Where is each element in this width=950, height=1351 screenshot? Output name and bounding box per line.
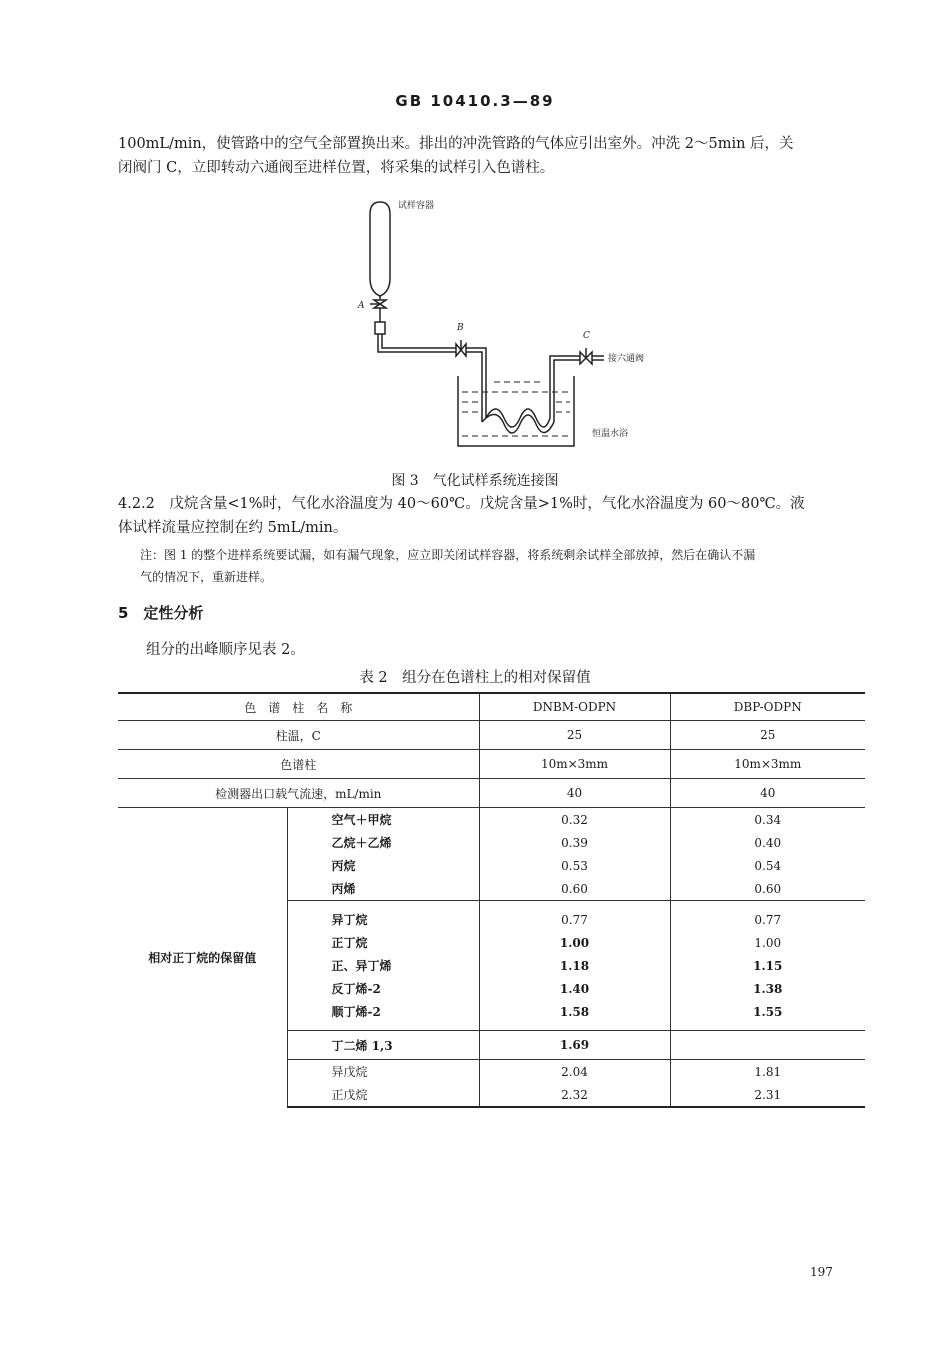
sample-container [370, 202, 390, 296]
table-cell: 0.60 [670, 877, 865, 901]
table-cell: 2.04 [479, 1060, 670, 1084]
table-cell: 0.53 [479, 854, 670, 877]
page-number: 197 [810, 1265, 833, 1279]
connector-icon [375, 322, 385, 334]
note [140, 544, 870, 588]
table-cell: 顺丁烯-2 [287, 1000, 479, 1031]
label-valve-c: C [583, 331, 590, 341]
page-header: GB 10410.3—89 [395, 92, 555, 110]
paragraph-flush [118, 132, 870, 180]
table-cell: 色谱柱 [118, 750, 479, 779]
table-cell: 反丁烯-2 [287, 977, 479, 1000]
table-cell: 0.40 [670, 831, 865, 854]
table-cell: 丙烯 [287, 877, 479, 901]
table-header-cell: DNBM-ODPN [479, 693, 670, 721]
table-cell: 检测器出口载气流速，mL/min [118, 779, 479, 808]
table-cell: 1.55 [670, 1000, 865, 1031]
table-cell: 2.32 [479, 1083, 670, 1107]
table-cell: 0.60 [479, 877, 670, 901]
table-cell: 10m×3mm [479, 750, 670, 779]
table-header-row [118, 693, 865, 721]
group-label: 相对正丁烷的保留值 [148, 951, 257, 965]
retention-table [118, 692, 865, 1108]
table-cell: 1.58 [479, 1000, 670, 1031]
table-cell: 正戊烷 [287, 1083, 479, 1107]
paragraph-line: 闭阀门 C，立即转动六通阀至进样位置，将采集的试样引入色谱柱。 [118, 160, 555, 176]
table-cell: 1.81 [670, 1060, 865, 1084]
table-cell: 1.38 [670, 977, 865, 1000]
label-six-way-valve: 接六通阀 [608, 354, 645, 364]
table-cell: 0.54 [670, 854, 865, 877]
table-cell: 40 [670, 779, 865, 808]
table-row [118, 721, 865, 750]
paragraph-line: 体试样流量应控制在约 5mL/min。 [118, 520, 348, 536]
table-cell: 1.15 [670, 954, 865, 977]
table-row [118, 808, 865, 832]
table-cell: 乙烷＋乙烯 [287, 831, 479, 854]
section-heading: 5 定性分析 [118, 604, 204, 622]
coil [486, 409, 550, 427]
figure-caption: 图 3 气化试样系统连接图 [391, 473, 559, 489]
table-cell [670, 1031, 865, 1060]
paragraph-line: 100mL/min，使管路中的空气全部置换出来。排出的冲洗管路的气体应引出室外。冲洗 2～5min 后，关 [118, 136, 794, 152]
table-cell: 25 [479, 721, 670, 750]
table-cell: 0.77 [670, 901, 865, 932]
table-cell: 10m×3mm [670, 750, 865, 779]
label-valve-b: B [457, 323, 464, 333]
label-water-bath: 恒温水浴 [592, 429, 629, 439]
table-title: 表 2 组分在色谱柱上的相对保留值 [359, 670, 591, 686]
label-valve-a: A [358, 301, 365, 311]
table-row [118, 779, 865, 808]
label-sample-container: 试样容器 [398, 201, 435, 211]
paragraph-line: 4.2.2 戊烷含量<1%时，气化水浴温度为 40～60℃。戊烷含量>1%时，气化水浴温度为 60～80℃。液 [118, 496, 805, 512]
table-cell: 0.77 [479, 901, 670, 932]
table-row [118, 750, 865, 779]
table-cell: 0.32 [479, 808, 670, 832]
table-cell: 40 [479, 779, 670, 808]
table-cell: 正丁烷 [287, 931, 479, 954]
table-cell: 丁二烯 1,3 [287, 1031, 479, 1060]
table-cell: 异丁烷 [287, 901, 479, 932]
table-cell: 1.00 [479, 931, 670, 954]
table-cell: 丙烷 [287, 854, 479, 877]
table-cell: 1.18 [479, 954, 670, 977]
table-cell: 25 [670, 721, 865, 750]
table-cell: 柱温，C [118, 721, 479, 750]
table-cell: 1.69 [479, 1031, 670, 1060]
table-cell: 1.00 [670, 931, 865, 954]
table-cell: 1.40 [479, 977, 670, 1000]
table-header-cell: 色 谱 柱 名 称 [118, 693, 479, 721]
table-cell: 异戊烷 [287, 1060, 479, 1084]
sample-system-diagram [340, 196, 660, 456]
note-line: 气的情况下，重新进样。 [140, 570, 273, 584]
table-cell: 2.31 [670, 1083, 865, 1107]
table-cell: 0.34 [670, 808, 865, 832]
table-cell: 0.39 [479, 831, 670, 854]
paragraph-4-2-2 [118, 492, 870, 540]
table-header-cell: DBP-ODPN [670, 693, 865, 721]
paragraph-peak-order: 组分的出峰顺序见表 2。 [146, 642, 305, 658]
note-line: 注：图 1 的整个进样系统要试漏，如有漏气现象，应立即关闭试样容器，将系统剩余试样全部放掉，然后在确认不漏 [140, 548, 756, 562]
table-cell: 空气＋甲烷 [287, 808, 479, 832]
table-cell: 正、异丁烯 [287, 954, 479, 977]
